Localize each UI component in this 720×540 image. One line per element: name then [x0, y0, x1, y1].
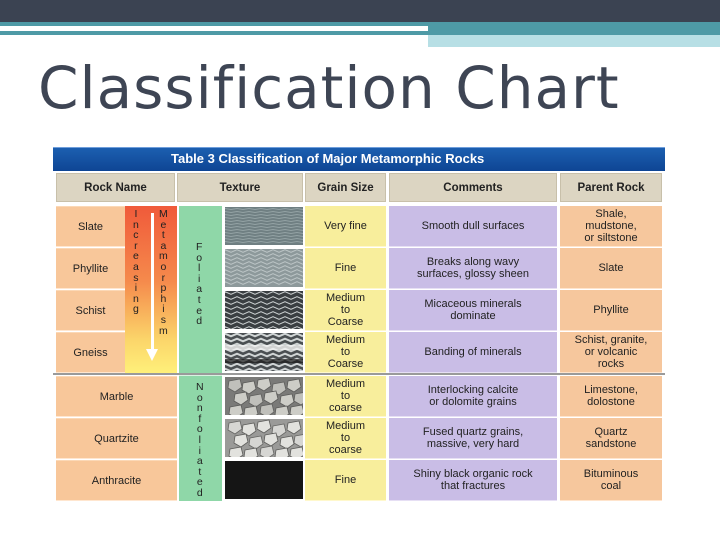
- vertical-letter: g: [133, 303, 139, 316]
- parent-rock-cell: Quartz sandstone: [560, 418, 662, 459]
- top-banner-highlight: [0, 26, 428, 31]
- parent-rock-cell: Shale, mudstone, or siltstone: [560, 206, 662, 247]
- foliated-letters: [196, 242, 202, 327]
- rock-name-cell: Marble: [56, 376, 177, 417]
- texture-swatch: [225, 207, 303, 246]
- grain-size-cell: Medium to Coarse: [305, 290, 386, 331]
- texture-swatch: [225, 461, 303, 500]
- texture-swatch: [225, 333, 303, 372]
- top-banner-dark: [0, 0, 720, 22]
- vertical-letter: i: [198, 444, 201, 457]
- foliation-divider: [53, 373, 665, 375]
- vertical-letter: m: [159, 324, 168, 337]
- metamorphism-label: [159, 209, 168, 336]
- comments-cell: Interlocking calcite or dolomite grains: [389, 376, 557, 417]
- grain-size-cell: Medium to coarse: [305, 376, 386, 417]
- vertical-letter: e: [196, 304, 203, 317]
- classification-table: [53, 147, 665, 503]
- vertical-letter: e: [160, 218, 167, 231]
- parent-rock-cell: Schist, granite, or volcanic rocks: [560, 332, 662, 373]
- vertical-letter: f: [198, 412, 202, 425]
- header-grain-size: Grain Size: [305, 173, 386, 202]
- vertical-letter: d: [196, 486, 203, 499]
- grain-size-cell: Medium to coarse: [305, 418, 386, 459]
- comments-cell: Breaks along wavy surfaces, glossy sheen: [389, 248, 557, 289]
- parent-rock-cell: Bituminous coal: [560, 460, 662, 501]
- vertical-letter: t: [198, 465, 202, 478]
- vertical-letter: h: [160, 292, 167, 305]
- vertical-letter: I: [134, 208, 138, 220]
- table-caption: Table 3 Classification of Major Metamorphic Rocks: [171, 151, 485, 166]
- rock-name-cell: Phyllite: [56, 248, 125, 289]
- comments-cell: Fused quartz grains, massive, very hard: [389, 418, 557, 459]
- vertical-letter: n: [196, 402, 203, 415]
- vertical-letter: e: [196, 476, 203, 489]
- texture-swatch: [225, 249, 303, 288]
- grain-size-cell: Very fine: [305, 206, 386, 247]
- vertical-letter: r: [161, 271, 166, 284]
- vertical-letter: e: [133, 250, 139, 263]
- nonfoliated-letters: [196, 382, 204, 499]
- rock-name-cell: Quartzite: [56, 418, 177, 459]
- comments-cell: Micaceous minerals dominate: [389, 290, 557, 331]
- header-parent-rock: Parent Rock: [560, 173, 662, 202]
- rock-name-cell: Gneiss: [56, 332, 125, 373]
- vertical-letter: m: [159, 250, 168, 263]
- comments-cell: Banding of minerals: [389, 332, 557, 373]
- metamorphism-letters: [159, 209, 168, 336]
- vertical-letter: i: [198, 272, 201, 285]
- vertical-letter: s: [133, 271, 139, 284]
- parent-rock-cell: Limestone, dolostone: [560, 376, 662, 417]
- vertical-letter: a: [133, 260, 139, 273]
- rock-name-cell: Slate: [56, 206, 125, 247]
- comments-cell: Smooth dull surfaces: [389, 206, 557, 247]
- vertical-letter: d: [196, 315, 203, 328]
- rock-name-cell: Schist: [56, 290, 125, 331]
- header-rock-name: Rock Name: [56, 173, 175, 202]
- header-comments: Comments: [389, 173, 557, 202]
- parent-rock-cell: Phyllite: [560, 290, 662, 331]
- vertical-letter: c: [133, 229, 139, 242]
- vertical-letter: a: [196, 283, 203, 296]
- arrow-down-icon: [146, 349, 158, 361]
- grain-size-cell: Fine: [305, 248, 386, 289]
- vertical-letter: a: [160, 239, 167, 252]
- parent-rock-cell: Slate: [560, 248, 662, 289]
- vertical-letter: n: [133, 218, 139, 231]
- vertical-letter: l: [198, 433, 201, 446]
- table-caption-bar: [53, 147, 665, 171]
- vertical-letter: o: [196, 251, 203, 264]
- texture-swatch: [225, 419, 303, 458]
- header-texture: Texture: [177, 173, 303, 202]
- top-banner-light: [428, 35, 720, 47]
- vertical-letter: s: [160, 313, 166, 326]
- vertical-letter: i: [162, 303, 165, 316]
- nonfoliated-label: [196, 382, 204, 499]
- vertical-letter: t: [197, 293, 201, 306]
- grain-size-cell: Medium to Coarse: [305, 332, 386, 373]
- vertical-letter: n: [133, 292, 139, 305]
- texture-swatch: [225, 377, 303, 416]
- vertical-letter: N: [196, 381, 204, 393]
- vertical-letter: p: [160, 282, 167, 295]
- increasing-letters: [133, 209, 139, 315]
- rock-name-cell: Anthracite: [56, 460, 177, 501]
- comments-cell: Shiny black organic rock that fractures: [389, 460, 557, 501]
- vertical-letter: o: [160, 260, 167, 273]
- vertical-letter: r: [134, 239, 138, 252]
- texture-swatch: [225, 291, 303, 330]
- foliated-label: [196, 242, 202, 327]
- vertical-letter: o: [196, 391, 203, 404]
- increasing-label: [133, 209, 139, 315]
- vertical-letter: F: [196, 241, 203, 253]
- metamorphism-arrow: [151, 213, 154, 353]
- vertical-letter: t: [161, 229, 165, 242]
- grain-size-cell: Fine: [305, 460, 386, 501]
- vertical-letter: i: [134, 282, 138, 295]
- slide-title: Classification Chart: [38, 54, 620, 122]
- vertical-letter: a: [196, 455, 203, 468]
- vertical-letter: o: [196, 423, 203, 436]
- vertical-letter: l: [198, 262, 201, 275]
- vertical-letter: M: [159, 208, 168, 220]
